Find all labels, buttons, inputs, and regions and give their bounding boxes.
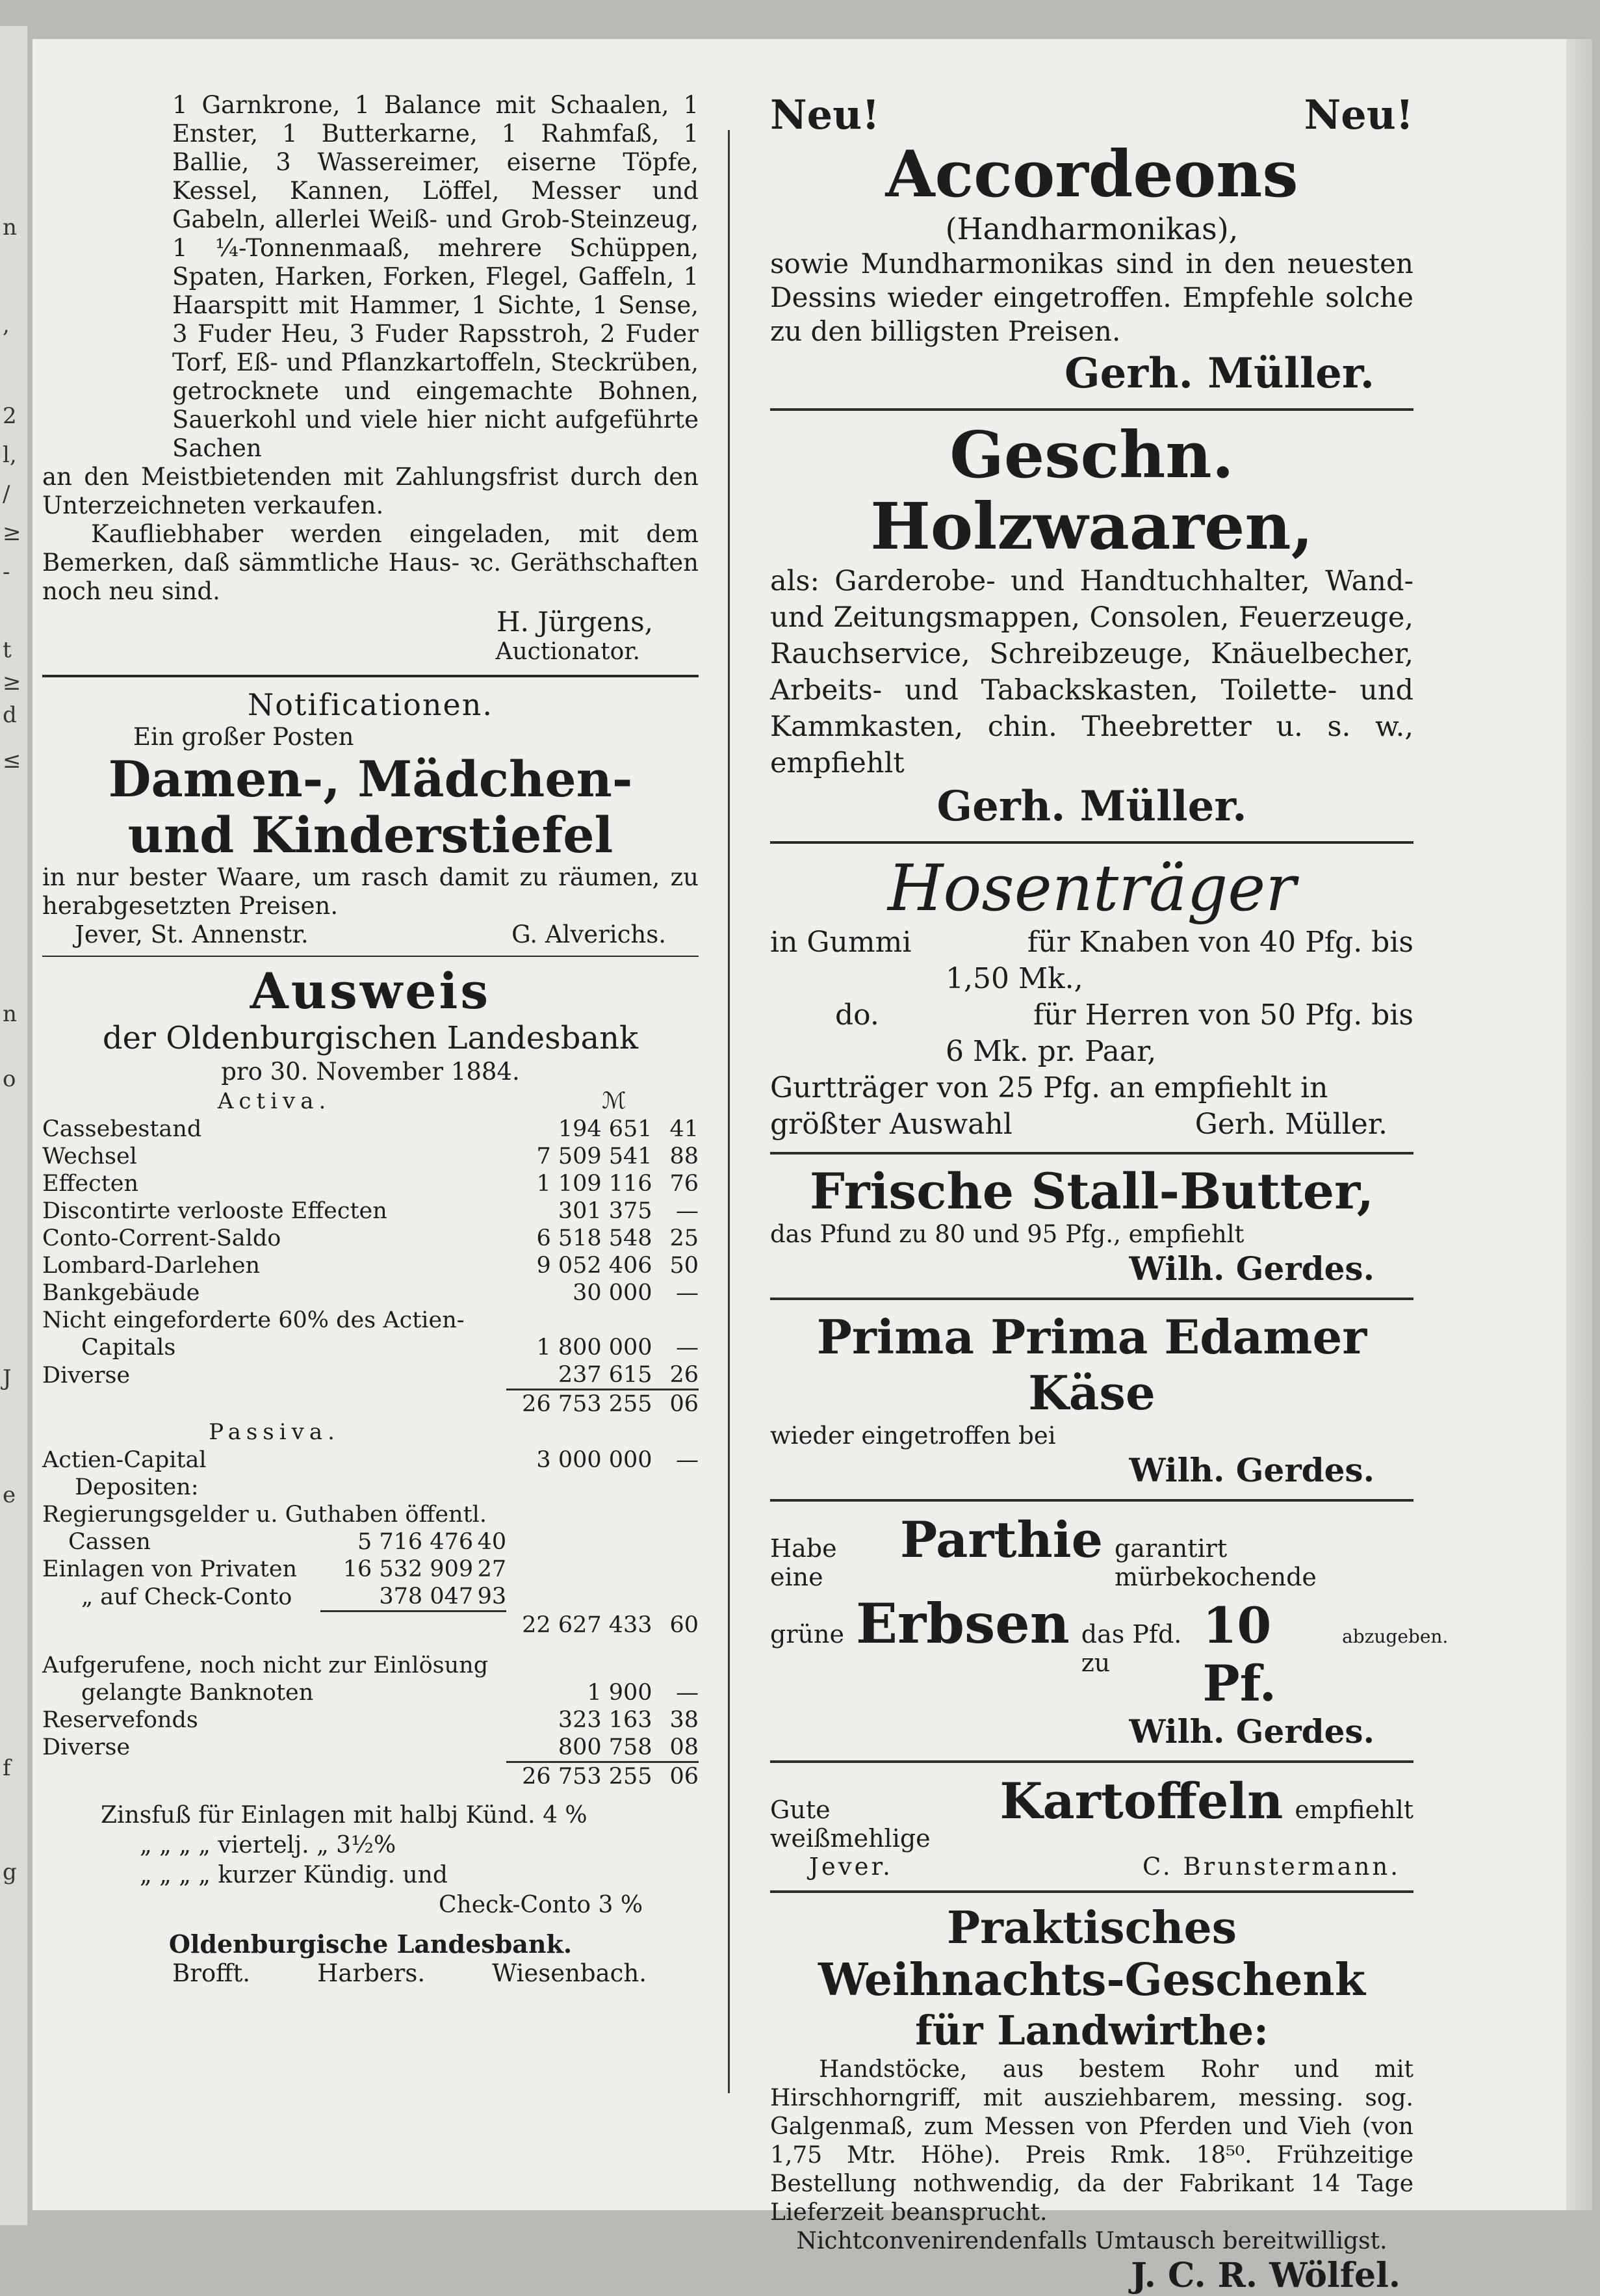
- table-row: Cassebestand 194 651 41: [42, 1116, 699, 1142]
- depositen-total-row: 22 627 433 60: [42, 1611, 699, 1639]
- right-column: [770, 91, 1449, 2296]
- spine-text: f: [3, 1755, 11, 1781]
- accordeon-subtitle: (Handharmonikas),: [945, 211, 1239, 246]
- boots-ad: [42, 686, 699, 949]
- peas-text: grüne: [770, 1620, 844, 1649]
- passiva-label: Passiva.: [209, 1419, 340, 1445]
- statement-title: Ausweis: [250, 962, 491, 1020]
- interest-line: „ „ „ „ viertelj. „ 3½%: [140, 1831, 396, 1859]
- currency-label: ℳ: [602, 1088, 626, 1114]
- table-row: Discontirte verlooste Effecten 301 375 —: [42, 1198, 699, 1224]
- section-rule: [770, 1760, 1413, 1763]
- interest-rates: [42, 1801, 699, 1920]
- neu-right: Neu!: [1304, 91, 1413, 138]
- notif-intro: Ein großer Posten: [133, 723, 354, 751]
- right-page-edge: [1566, 39, 1592, 2210]
- peas-text: abzugeben.: [1342, 1626, 1449, 1647]
- spine-text: g: [3, 1859, 17, 1885]
- section-rule: [770, 1499, 1413, 1502]
- auction-notice: [42, 91, 699, 666]
- bank-statement: [42, 963, 699, 1988]
- butter-body: das Pfund zu 80 und 95 Pfg., empfiehlt: [770, 1220, 1245, 1248]
- christmas-body: Handstöcke, aus bestem Rohr und mit Hirschhorngriff, mit ausziehbarem, messing. sog. Galgenmaß, zum Messen von Pferden und Vieh (von 1,75 Mtr. Höhe). Preis Rmk. 18⁵⁰. Frühzeitige Bestellung nothwendig, da der Fabrikant 14 Tage Lieferzeit beansprucht.: [770, 2056, 1413, 2226]
- activa-label: Activa.: [217, 1088, 331, 1114]
- suspenders-signature: Gerh. Müller.: [1194, 1108, 1387, 1141]
- suspenders-text: 1,50 Mk.,: [946, 962, 1083, 995]
- table-row: Einlagen von Privaten 16 532 909 27: [42, 1556, 507, 1582]
- notif-title-1: Damen-, Mädchen-: [108, 750, 633, 808]
- suspenders-text: 6 Mk. pr. Paar,: [946, 1035, 1157, 1068]
- christmas-note: Nichtconvenirendenfalls Umtausch bereitwilligst.: [796, 2228, 1387, 2254]
- table-row: Wechsel 7 509 541 88: [42, 1143, 699, 1169]
- table-row: Reservefonds 323 163 38: [42, 1706, 699, 1733]
- activa-table: [42, 1087, 699, 1418]
- accordeon-ad: [770, 91, 1413, 399]
- butter-ad: [770, 1164, 1413, 1288]
- potatoes-ad: [770, 1772, 1413, 1881]
- table-row: Bankgebäude 30 000 —: [42, 1280, 699, 1306]
- spine-text: o: [3, 1066, 16, 1092]
- peas-text: Habe eine: [770, 1534, 837, 1591]
- table-row: Cassen 5 716 476 40: [68, 1529, 507, 1555]
- section-rule: [42, 956, 699, 957]
- accordeon-signature: Gerh. Müller.: [1064, 349, 1374, 398]
- christmas-ad: [770, 1902, 1413, 2296]
- butter-signature: Wilh. Gerdes.: [1129, 1249, 1374, 1288]
- peas-text: garantirt mürbekochende: [1114, 1534, 1317, 1591]
- peas-price: 10 Pf.: [1202, 1597, 1277, 1712]
- section-rule: [770, 1890, 1413, 1893]
- peas-highlight: Erbsen: [855, 1591, 1070, 1656]
- notif-heading: Notificationen.: [247, 687, 494, 722]
- activa-total-row: 26 753 255 06: [42, 1390, 699, 1418]
- table-row: gelangte Banknoten 1 900 —: [81, 1679, 699, 1706]
- christmas-title-2: Weihnachts-Geschenk: [818, 1954, 1365, 2006]
- spine-text: l,: [3, 442, 17, 468]
- potatoes-text: empfiehlt: [1295, 1795, 1413, 1824]
- potatoes-signature: C. Brunstermann.: [1142, 1853, 1400, 1881]
- potatoes-title: Kartoffeln: [1000, 1772, 1284, 1830]
- spine-text: ≥: [3, 520, 21, 546]
- spine-text: n: [3, 1001, 17, 1027]
- left-column: [42, 91, 699, 1988]
- column-divider: [728, 130, 730, 2093]
- peas-ad: [770, 1511, 1449, 1751]
- statement-subtitle: der Oldenburgischen Landesbank: [102, 1020, 639, 1056]
- spine-text: J: [3, 1365, 12, 1391]
- potatoes-text: Gute weißmehlige: [770, 1795, 931, 1853]
- auction-items: 1 Garnkrone, 1 Balance mit Schaalen, 1 Enster, 1 Butterkarne, 1 Rahmfaß, 1 Ballie, 3 Wassereimer, eiserne Töpfe, Kessel, Kannen, Löffel, Messer und Gabeln, allerlei Weiß- und Grob-Steinzeug, 1 ¼-Tonnenmaaß, mehrere Schüppen, Spaten, Harken, Forken, Flegel, Gaffeln, 1 Haarspitt mit Hammer, 1 Sichte, 1 Sense, 3 Fuder Heu, 3 Fuder Rapsstroh, 2 Fuder Torf, Eß- und Pflanzkartoffeln, Steckrüben, getrocknete und eingemachte Bohnen, Sauerkohl und viele hier nicht aufgeführte Sachen: [172, 91, 699, 462]
- suspenders-text: für Knaben von 40 Pfg. bis: [1027, 926, 1413, 959]
- section-rule: [770, 1298, 1413, 1300]
- accordeon-body: sowie Mundharmonikas sind in den neuesten Dessins wieder eingetroffen. Empfehle solche zu den billigsten Preisen.: [770, 248, 1413, 347]
- cheese-ad: [770, 1309, 1413, 1490]
- cheese-title: Prima Prima Edamer Käse: [816, 1309, 1367, 1420]
- table-row: Diverse 237 615 26: [42, 1362, 699, 1389]
- left-page-edge: [0, 26, 27, 2225]
- section-rule: [770, 408, 1413, 411]
- woodware-signature: Gerh. Müller.: [936, 782, 1247, 831]
- woodware-ad: [770, 420, 1413, 832]
- auctioneer-title: Auctionator.: [495, 638, 640, 665]
- passiva-table: [42, 1418, 699, 1790]
- table-row: Lombard-Darlehen 9 052 406 50: [42, 1253, 699, 1279]
- woodware-title: Geschn. Holzwaaren,: [870, 418, 1313, 564]
- table-row: Depositen:: [75, 1474, 199, 1500]
- suspenders-ad: [770, 853, 1413, 1143]
- suspenders-text: für Herren von 50 Pfg. bis: [1033, 998, 1413, 1032]
- cheese-body: wieder eingetroffen bei: [770, 1422, 1056, 1450]
- table-row: Conto-Corrent-Saldo 6 518 548 25: [42, 1225, 699, 1251]
- peas-text: das Pfd. zu: [1081, 1620, 1182, 1677]
- table-row: Capitals 1 800 000 —: [81, 1335, 699, 1361]
- notif-title-2: und Kinderstiefel: [127, 806, 613, 864]
- suspenders-text: in Gummi: [770, 926, 912, 959]
- auction-text: an den Meistbietenden mit Zahlungsfrist durch den Unterzeichneten verkaufen.: [42, 463, 699, 519]
- spine-text: d: [3, 702, 17, 728]
- spine-text: ≥: [3, 670, 21, 696]
- signatures: [42, 1959, 699, 1988]
- interest-line: Zinsfuß für Einlagen mit halbj Künd. 4 %: [101, 1801, 587, 1829]
- signature: Harbers.: [317, 1959, 426, 1987]
- spine-text: ,: [3, 312, 10, 338]
- accordeon-title: Accordeons: [885, 137, 1298, 212]
- section-rule: [42, 675, 699, 677]
- butter-title: Frische Stall-Butter,: [809, 1162, 1374, 1220]
- section-rule: [770, 1152, 1413, 1155]
- neu-left: Neu!: [770, 91, 880, 138]
- table-row: „ auf Check-Conto 378 047 93: [81, 1584, 507, 1610]
- peas-highlight: Parthie: [900, 1511, 1103, 1569]
- interest-line: „ „ „ „ kurzer Kündig. und: [140, 1861, 448, 1888]
- table-row: Effecten 1 109 116 76: [42, 1171, 699, 1197]
- spine-text: ≤: [3, 748, 21, 774]
- suspenders-text: Gurtträger von 25 Pfg. an empfiehlt in: [770, 1071, 1328, 1104]
- bank-name-footer: Oldenburgische Landesbank.: [168, 1929, 573, 1959]
- statement-date: pro 30. November 1884.: [221, 1058, 520, 1086]
- auction-remark: Kaufliebhaber werden eingeladen, mit dem Bemerken, daß sämmtliche Haus- ꝛc. Geräthschaften noch neu sind.: [42, 520, 699, 605]
- table-row: Actien-Capital 3 000 000 —: [42, 1447, 699, 1473]
- table-row: Nicht eingeforderte 60% des Actien-: [42, 1307, 465, 1333]
- spine-text: /: [3, 481, 10, 507]
- peas-signature: Wilh. Gerdes.: [1129, 1712, 1374, 1751]
- notif-body: in nur bester Waare, um rasch damit zu räumen, zu herabgesetzten Preisen.: [42, 863, 699, 920]
- suspenders-text: do.: [835, 998, 879, 1032]
- notif-signature: G. Alverichs.: [511, 920, 666, 948]
- christmas-signature: J. C. R. Wölfel.: [1131, 2256, 1400, 2295]
- spine-text: -: [3, 559, 10, 585]
- cheese-signature: Wilh. Gerdes.: [1129, 1451, 1374, 1489]
- notif-place: Jever, St. Annenstr.: [75, 920, 309, 948]
- woodware-body: als: Garderobe- und Handtuchhalter, Wand- und Zeitungsmappen, Consolen, Feuerzeuge, Rauchservice, Schreibzeuge, Knäuelbecher, Arbeits- und Tabackskasten, Toilette- und Kammkasten, chin. Theebretter u. s. w., empfiehlt: [770, 565, 1413, 779]
- passiva-total-row: 26 753 255 06: [42, 1762, 699, 1790]
- spine-text: e: [3, 1482, 16, 1508]
- christmas-title-3: für Landwirthe:: [915, 2007, 1269, 2054]
- neu-row: [770, 91, 1413, 139]
- table-row: Aufgerufene, noch nicht zur Einlösung: [42, 1652, 489, 1678]
- table-row: Diverse 800 758 08: [42, 1734, 699, 1761]
- auctioneer-name: H. Jürgens,: [497, 606, 653, 638]
- table-row: Regierungsgelder u. Guthaben öffentl.: [42, 1502, 487, 1528]
- section-rule: [770, 841, 1413, 844]
- spine-text: t: [3, 637, 12, 663]
- suspenders-text: größter Auswahl: [770, 1108, 1013, 1141]
- spine-text: 2: [3, 403, 17, 429]
- notif-footer: [42, 920, 699, 949]
- signature: Wiesenbach.: [492, 1959, 647, 1987]
- christmas-title-1: Praktisches: [946, 1902, 1237, 1954]
- potatoes-place: Jever.: [809, 1853, 893, 1881]
- spine-text: n: [3, 215, 17, 241]
- interest-line: Check-Conto 3 %: [439, 1891, 643, 1918]
- suspenders-title: Hosenträger: [887, 852, 1297, 926]
- signature: Brofft.: [172, 1959, 251, 1987]
